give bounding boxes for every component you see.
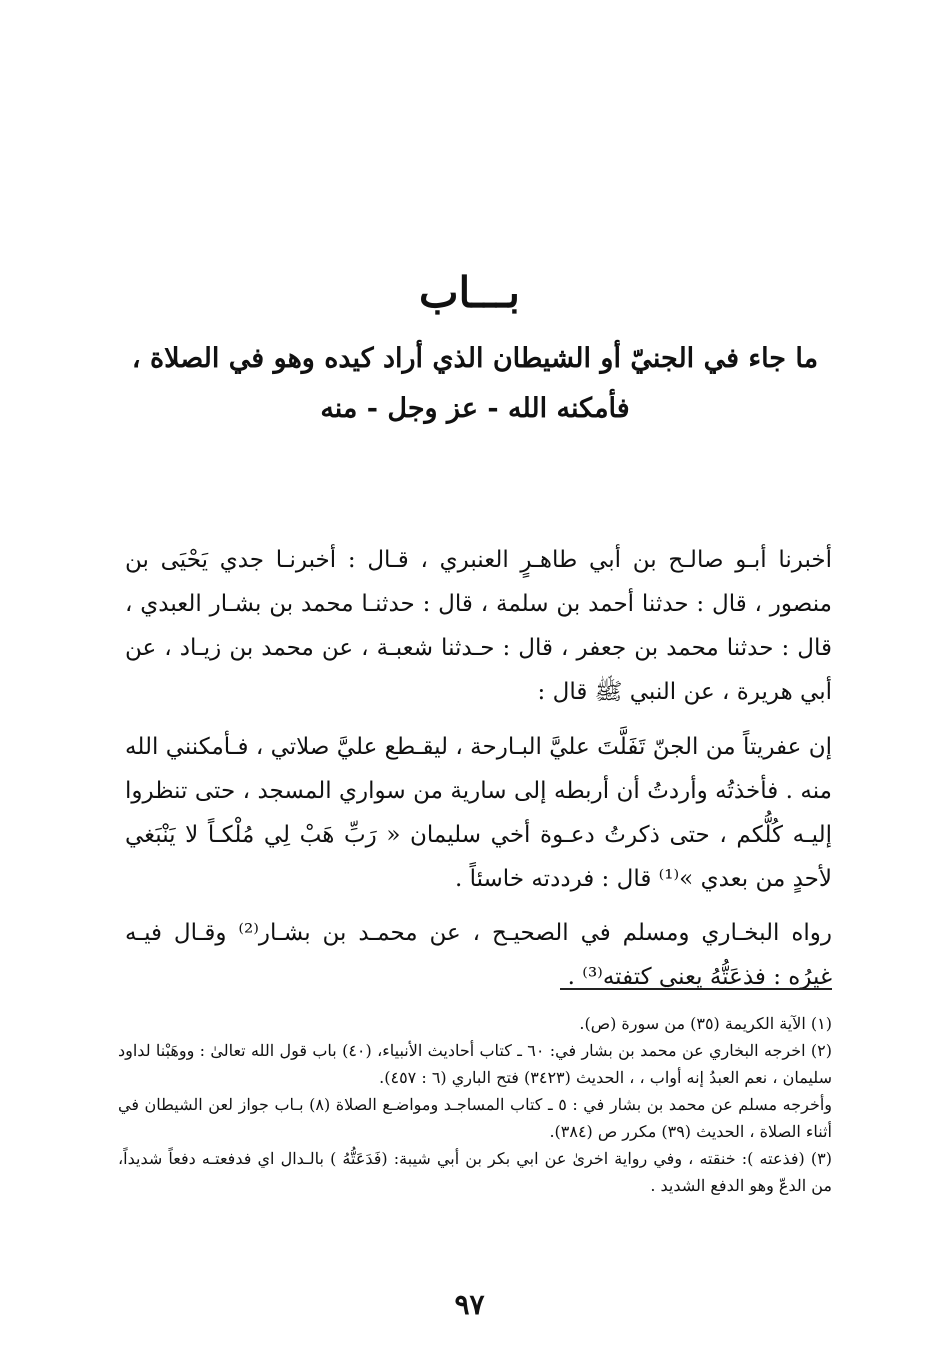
footnote-2-continued: وأخرجه مسلم عن محمد بن بشار في : ٥ ـ كتاب المساجـد ومواضـع الصلاة (٨) بـاب جواز لعن الشيطان في أثناء الصلاة ، الحديث (٣٩) مكرر ص (٣٨٤). (118, 1095, 833, 1141)
footnote-divider (560, 988, 832, 990)
footnotes (118, 1010, 832, 1199)
footnote-1: (١) الآية الكريمة (٣٥) من سورة (ص). (579, 1014, 832, 1033)
body-paragraph-isnad: أخبرنا أبـو صالـح بن أبي طاهـرٍ العنبري ، قـال : أخبرنـا جدي يَحْيَى بن منصور ، قال : حدثنا أحمد بن سلمة ، قال : حدثنـا محمد بن بشـار العبدي ، قال : حدثنا محمد بن جعفر ، قال : حـدثنا شعبـة ، عن محمد بن زيـاد ، عن أبي هريرة ، عن النبي ﷺ قال : (125, 547, 832, 705)
footnote-2: (٢) اخرجه البخاري عن محمد بن بشار في: ٦٠ ـ كتاب أحاديث الأنبياء، (٤٠) باب قول الله تعالىٰ : ووهَبْنا لداود سليمان ، نعم العبدُ إنه أواب ، ، الحديث (٣٤٢٣) فتح الباري (٦ : ٤٥٧). (118, 1041, 833, 1087)
footnote-3: (٣) (فذعته ): خنقته ، وفي رواية اخرىٰ عن ابي بكر بن أبي شيبة: (فَدَعَتُّهُ ) بالـدال اي فدفعتـه دفعاً شديداً، من الدعّ وهو الدفع الشديد . (118, 1149, 832, 1195)
body-paragraph-hadith: إن عفريتاً من الجنّ تَفَلَّتَ عليَّ البـارحة ، ليقـطع عليَّ صلاتي ، فـأمكنني الله منه . فأخذتُه وأردتُ أن أربطه إلى سارية من سواري المسجد ، حتى تنظروا إليـه كُلُّكم ، حتى ذكرتُ دعـوة أخي سليمان « رَبِّ هَبْ لِي مُلْكـاً لا يَنْبَغي لأحدٍ من بعدي »⁽¹⁾ قال : فرددته خاسئاً . (125, 734, 832, 892)
body-paragraph-takhrij: رواه البخـاري ومسلم في الصحيـح ، عن محمـد بن بشـار⁽²⁾ وقـال فيـه غيرُه : فذعَتُّهُ يعني كتفته⁽³⁾ . (125, 920, 832, 990)
chapter-title: ما جاء في الجنيّ أو الشيطان الذي أراد كيده وهو في الصلاة ، فأمكنه الله - عز وجل - منه (131, 343, 819, 424)
page-number: ٩٧ (454, 1288, 485, 1321)
chapter-label: بـــاب (419, 268, 520, 317)
